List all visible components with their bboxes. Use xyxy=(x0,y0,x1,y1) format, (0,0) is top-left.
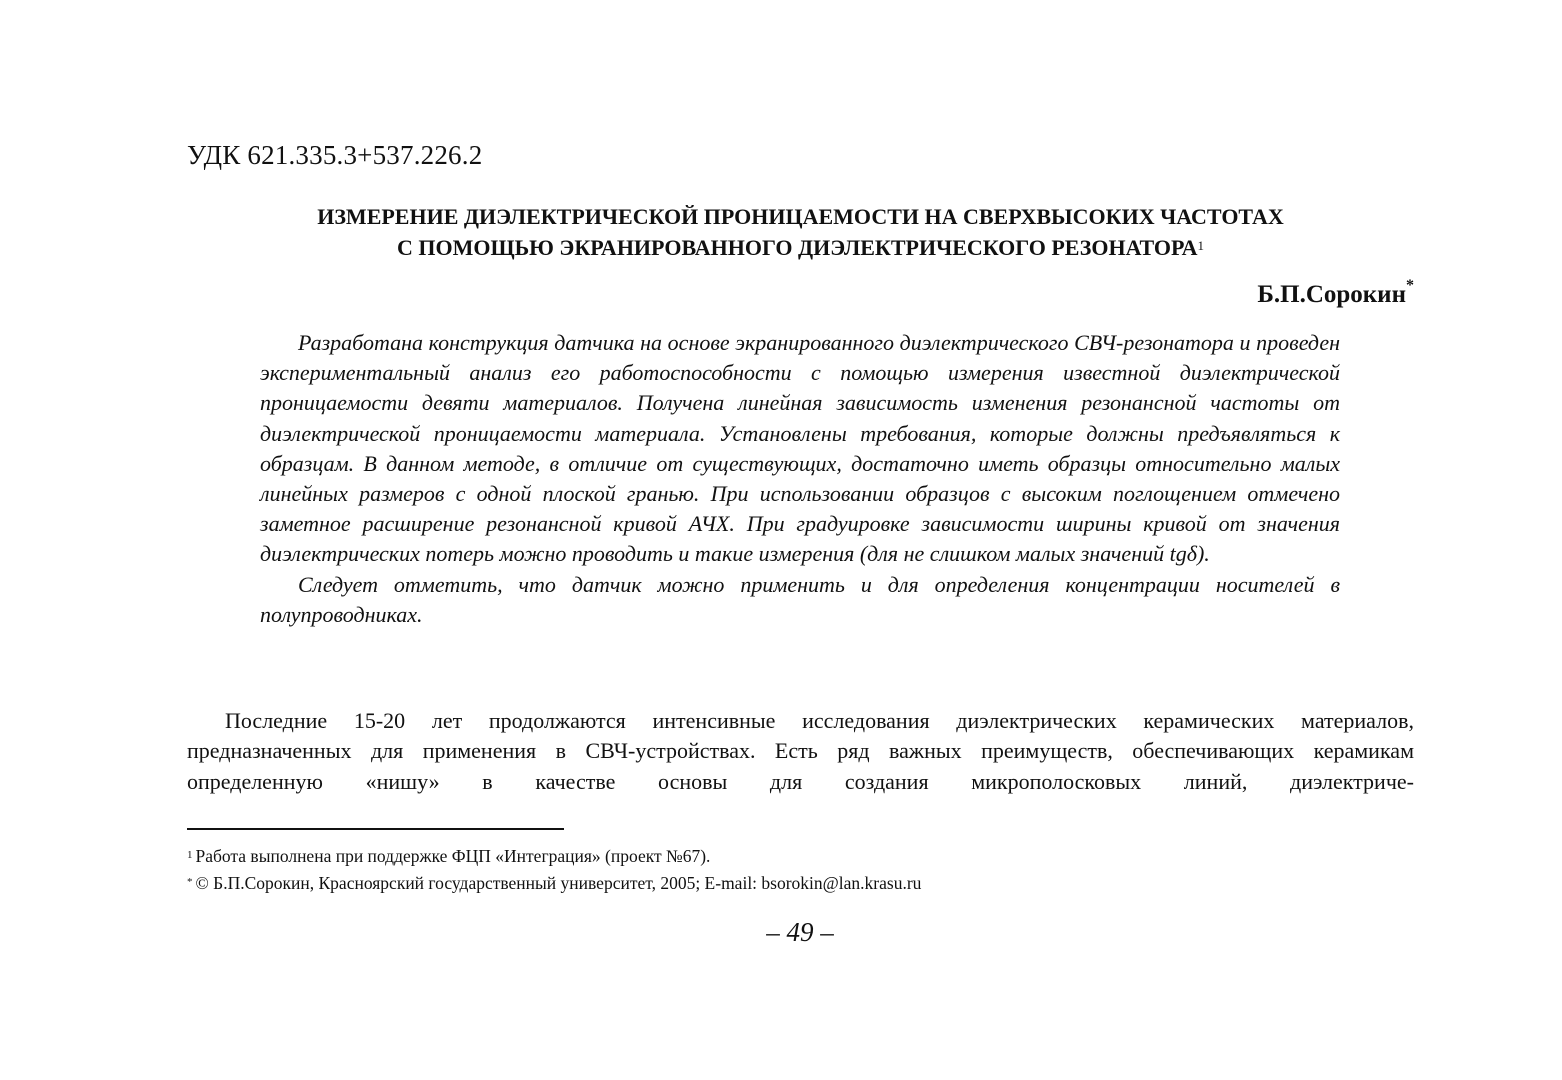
title-line-2 xyxy=(187,232,1414,263)
body-text xyxy=(187,706,1414,797)
page-number: – 49 – xyxy=(766,917,834,947)
udc-code: УДК 621.335.3+537.226.2 xyxy=(187,140,483,170)
abstract xyxy=(260,328,1340,630)
footnote-1-text: Работа выполнена при поддержке ФЦП «Интеграция» (проект №67). xyxy=(195,846,711,866)
abstract-paragraph-2: Следует отметить, что датчик можно применить и для определения концентрации носителей в полупроводниках. xyxy=(260,571,1340,627)
footnote-separator xyxy=(187,828,564,830)
footnote-2 xyxy=(187,870,921,897)
author-name xyxy=(1257,277,1414,309)
title-line-1: ИЗМЕРЕНИЕ ДИЭЛЕКТРИЧЕСКОЙ ПРОНИЦАЕМОСТИ НА СВЕРХВЫСОКИХ ЧАСТОТАХ xyxy=(317,204,1284,229)
footnote-2-mark: * xyxy=(187,876,193,888)
footnote-1 xyxy=(187,843,921,870)
title-footnote-mark: 1 xyxy=(1197,238,1205,253)
author-name-text: Б.П.Сорокин xyxy=(1257,281,1406,308)
author-footnote-mark: * xyxy=(1406,277,1414,294)
footnote-1-mark: 1 xyxy=(187,849,193,861)
title-line-2-text: С ПОМОЩЬЮ ЭКРАНИРОВАННОГО ДИЭЛЕКТРИЧЕСКОГО РЕЗОНАТОРА xyxy=(396,235,1198,260)
article-title xyxy=(187,201,1414,263)
abstract-paragraph-1: Разработана конструкция датчика на основе экранированного диэлектрического СВЧ-резонатора и проведен экспериментальный анализ его работоспособности с помощью измерения известной диэлектрической проницаемости девяти материалов. Получена линейная зависимость изменения резонансной частоты от диэлектрической проницаемости материала. Установлены требования, которые должны предъявляться к образцам. В данном методе, в отличие от существующих, достаточно иметь образцы относительно малых линейных размеров с одной плоской гранью. При использовании образцов с высоким поглощением отмечено заметное расширение резонансной кривой АЧХ. При градуировке зависимости ширины кривой от значения диэлектрических потерь можно проводить и такие измерения (для не слишком малых значений tgδ). xyxy=(260,330,1340,567)
footnote-2-text: © Б.П.Сорокин, Красноярский государственный университет, 2005; E-mail: bsorokin@lan.krasu.ru xyxy=(195,873,922,893)
footnotes xyxy=(187,843,921,897)
body-paragraph-1: Последние 15-20 лет продолжаются интенсивные исследования диэлектрических керамических материалов, предназначенных для применения в СВЧ-устройствах. Есть ряд важных преимуществ, обеспечивающих керамикам определенную «нишу» в качестве основы для создания микрополосковых линий, диэлектриче- xyxy=(187,708,1414,794)
